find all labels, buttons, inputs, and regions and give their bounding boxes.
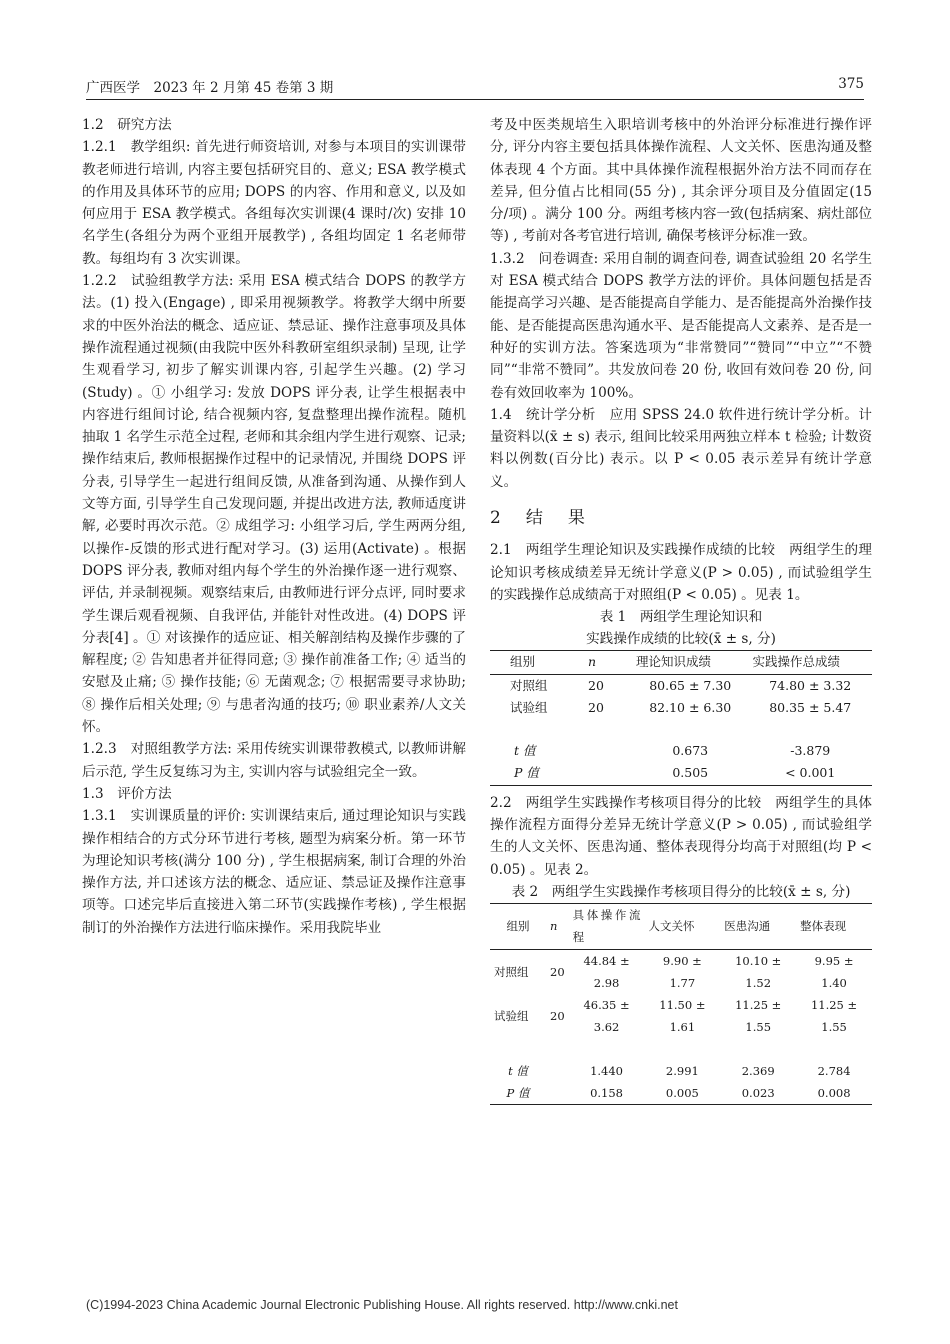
table2-header: 组别 (490, 903, 546, 949)
table2-cell: 20 (550, 1009, 565, 1024)
table1-header: n (584, 651, 632, 674)
table2-header: 医患沟通 (720, 903, 796, 949)
table-row (490, 1060, 872, 1082)
left-column (82, 114, 466, 939)
para-1-3-2: 1.3.2 问卷调查: 采用自制的调查问卷, 调查试验组 20 名学生对 ESA 模式结合 DOPS 教学方法的评价。具体问题包括是否能提高学习兴趣、是否能提高自学能力、是否能提高外治操作技能、是否能提高医患沟通水平、是否能提高人文素养、是否是一种好的实训方法。答案选项为“非常赞同”“赞同”“中立”“不赞同”“非常不赞同”。共发放问卷 20 份, 收回有效问卷 20 份, 问卷有效回收率为 100%。 (490, 250, 872, 401)
table1-cell: 20 (588, 677, 604, 693)
para-1-3-1: 1.3.1 实训课质量的评价: 实训课结束后, 通过理论知识与实践操作相结合的方式分环节进行考核, 题型为病案分析。第一环节为理论知识考核(满分 100 分) , 学生根据病案, 制订合理的外治操作方法, 并口述该方法的概念、适应证、禁忌证及操作注意事项等。口述完毕后直接进入第二环节(实践操作考核) , 学生根据制订的外治操作方法进行临床操作。采用我院毕业 (82, 808, 466, 936)
table1-cell (584, 762, 632, 785)
table2 (490, 903, 872, 1105)
table2-cell (546, 1060, 569, 1082)
table2-cell: 0.005 (644, 1082, 720, 1105)
table2-cell: 0.023 (720, 1082, 796, 1105)
table2-cell: 2.991 (665, 1063, 699, 1078)
table1-header: 组别 (490, 651, 584, 674)
table1-cell: 试验组 (510, 699, 548, 715)
table2-cell: 9.95 ± 1.40 (814, 953, 854, 990)
table2-cell (546, 1082, 569, 1105)
table2-cell: 10.10 ± 1.52 (735, 953, 782, 990)
para-1-2-2: 1.2.2 试验组教学方法: 采用 ESA 模式结合 DOPS 的教学方法。(1) 投入(Engage) , 即采用视频教学。将教学大纲中所要求的中医外治法的概念、适应证、禁忌证、操作注意事项及具体操作流程通过视频(由我院中医外科教研室组织录制) 呈现, 让学生观看学习, 初步了解实训课内容, 引起学生兴趣。(2) 学习(Study) 。① 小组学习: 发放 DOPS 评分表, 让学生根据表中内容进行组间讨论, 结合视频内容, 复盘整理出操作流程。随机抽取 1 名学生示范全过程, 老师和其余组内学生进行观察、记录; 操作结束后, 教师根据操作过程中的记录情况, 并围绕 DOPS 评分表, 引导学生一起进行组间反馈, 从准备到沟通、从操作到人文等方面, 引导学生自己发现问题, 并提出改进方法, 教师适度讲解, 必要时再次示范。② 成组学习: 小组学习后, 学生两两分组, 以操作-反馈的形式进行配对学习。(3) 运用(Activate) 。根据 DOPS 评分表, 教师对组内每个学生的外治操作逐一进行观察、评估, 并录制视频。观察结束后, 由教师进行评分点评, 同时要求学生课后观看视频、自我评估, 并能针对性改进。(4) DOPS 评分表[4] 。① 对该操作的适应证、相关解剖结构及操作步骤的了解程度; ② 告知患者并征得同意; ③ 操作前准备工作; ④ 适当的安慰及止痛; ⑤ 操作技能; ⑥ 无菌观念; ⑦ 根据需要寻求协助; ⑧ 操作后相关处理; ⑨ 与患者沟通的技巧; ⑩ 职业素养/人文关怀。 (82, 273, 466, 736)
table2-cell: 20 (550, 964, 565, 979)
journal-info: 广西医学 2023 年 2 月第 45 卷第 3 期 (86, 80, 334, 96)
table-row (490, 1082, 872, 1105)
table-row (490, 994, 872, 1039)
table1 (490, 650, 872, 785)
table-row (490, 674, 872, 697)
table1-cell: 对照组 (510, 677, 548, 693)
table2-header-row (490, 903, 872, 949)
para-1-2-3: 1.2.3 对照组教学方法: 采用传统实训课带教模式, 以教师讲解后示范, 学生反复练习为主, 实训内容与试验组完全一致。 (82, 741, 466, 780)
table1-cell (584, 740, 632, 762)
page-number: 375 (838, 76, 864, 92)
table2-cell: 44.84 ± 2.98 (583, 953, 630, 990)
table2-cell: 对照组 (494, 964, 529, 979)
table1-cell: 80.65 ± 7.30 (649, 677, 732, 693)
table-row (490, 949, 872, 994)
table2-caption: 表 2 两组学生实践操作考核项目得分的比较(x̄ ± s, 分) (511, 883, 851, 900)
table-row (490, 762, 872, 785)
para-1-4: 1.4 统计学分析 应用 SPSS 24.0 软件进行统计学分析。计量资料以(x̄ ± s) 表示, 组间比较采用两独立样本 t 检验; 计数资料以例数(百分比) 表示。以 P < 0.05 表示差异有统计学意义。 (490, 406, 872, 490)
table1-cell: -3.879 (790, 743, 831, 759)
table1-header-row (490, 651, 872, 674)
table1-cell: 74.80 ± 3.32 (769, 677, 852, 693)
table2-cell: 2.784 (817, 1063, 851, 1078)
table2-cell: 0.158 (569, 1082, 645, 1105)
para-1-3-1-cont: 考及中医类规培生入职培训考核中的外治评分标准进行操作评分, 评分内容主要包括具体操作流程、人文关怀、医患沟通及整体表现 4 个方面。其中具体操作流程根据外治方法不同而存在差异, 但分值占比相同(55 分) , 其余评分项目及分值固定(15 分/项) 。满分 100 分。两组考核内容一致(包括病案、病灶部位等) , 考前对各考官进行培训, 确保考核评分标准一致。 (490, 117, 872, 245)
table1-cell: 20 (588, 699, 604, 715)
table1-cell: 0.505 (632, 762, 748, 785)
section-2-title: 2 结 果 (490, 508, 589, 529)
table2-cell: P 值 (490, 1082, 546, 1105)
table1-header: 实践操作总成绩 (748, 651, 872, 674)
table2-cell: 46.35 ± 3.62 (583, 998, 630, 1035)
table2-cell: 试验组 (494, 1009, 529, 1024)
table1-cell: 0.673 (672, 743, 709, 759)
table1-cell: < 0.001 (748, 762, 872, 785)
table2-cell: 1.440 (590, 1063, 624, 1078)
heading-1-2: 1.2 研究方法 (82, 117, 172, 133)
table2-header: n (546, 903, 569, 949)
table1-caption-line1: 表 1 两组学生理论知识和 (599, 609, 763, 626)
table1-spacer (490, 719, 872, 740)
table-row (490, 740, 872, 762)
table2-cell: 11.25 ± 1.55 (810, 998, 858, 1035)
table2-header: 整体表现 (796, 903, 872, 949)
table2-cell: 11.50 ± 1.61 (659, 998, 706, 1035)
table2-cell: 0.008 (796, 1082, 872, 1105)
para-2-1: 2.1 两组学生理论知识及实践操作成绩的比较 两组学生的理论知识考核成绩差异无统计学意义(P > 0.05) , 而试验组学生的实践操作总成绩高于对照组(P < 0.05) 。见表 1。 (490, 542, 872, 603)
table2-header: 具体操作流程 (569, 903, 645, 949)
table-row (490, 697, 872, 719)
table2-header: 人文关怀 (644, 903, 720, 949)
table2-spacer (490, 1039, 872, 1060)
table1-header: 理论知识成绩 (632, 651, 748, 674)
table2-cell: 9.90 ± 1.77 (662, 953, 702, 990)
table1-cell: P 值 (490, 762, 584, 785)
copyright-footer: (C)1994-2023 China Academic Journal Electronic Publishing House. All rights reserved. http://www.cnki.net (86, 1298, 678, 1312)
table1-cell: 80.35 ± 5.47 (769, 699, 852, 715)
table1-cell: t 值 (514, 743, 536, 759)
table1-caption-line2: 实践操作成绩的比较(x̄ ± s, 分) (586, 631, 776, 648)
table2-cell: t 值 (508, 1063, 528, 1078)
right-column (490, 114, 872, 1105)
table1-cell: 82.10 ± 6.30 (649, 699, 732, 715)
table2-cell: 2.369 (741, 1063, 775, 1078)
header-rule (86, 99, 864, 100)
heading-1-3: 1.3 评价方法 (82, 785, 172, 802)
para-1-2-1: 1.2.1 教学组织: 首先进行师资培训, 对参与本项目的实训课带教老师进行培训, 内容主要包括研究目的、意义; ESA 教学模式的作用及具体环节的应用; DOPS 的内容、作用和意义, 以及如何应用于 ESA 教学模式。各组每次实训课(4 课时/次) 安排 10 名学生(各组分为两个亚组开展教学) , 各组均固定 1 名老师带教。每组均有 3 次实训课。 (82, 139, 466, 267)
table2-cell: 11.25 ± 1.55 (735, 998, 782, 1035)
para-2-2: 2.2 两组学生实践操作考核项目得分的比较 两组学生的具体操作流程方面得分差异无统计学意义(P > 0.05) , 而试验组学生的人文关怀、医患沟通、整体表现得分均高于对照组(均 P < 0.05) 。见表 2。 (490, 794, 872, 878)
